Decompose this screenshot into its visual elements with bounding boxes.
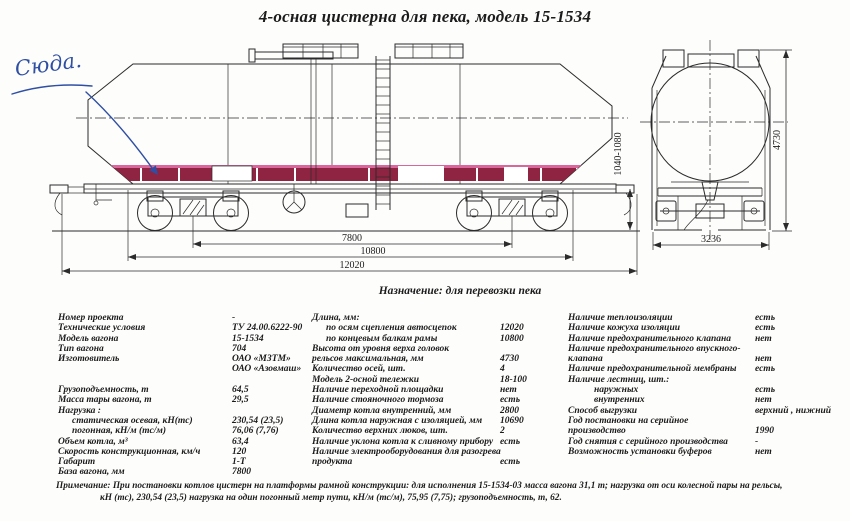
spec-row — [58, 426, 314, 436]
annotation-text: Сюда. — [13, 47, 84, 81]
spec-label: Наличие предохранительного впускного- — [568, 343, 741, 354]
spec-label: Возможность установки буферов — [568, 446, 712, 457]
spec-label: производство — [568, 426, 626, 437]
annotation-underline — [12, 85, 92, 94]
spec-value — [755, 344, 850, 354]
spec-label: Масса тары вагона, т — [58, 395, 152, 406]
spec-label: Скорость конструкционная, км/ч — [58, 446, 201, 457]
spec-row — [312, 334, 564, 344]
spec-value — [755, 375, 850, 385]
spec-row — [58, 313, 314, 323]
spec-label: Нагрузка : — [58, 405, 101, 416]
spec-row — [312, 344, 564, 354]
spec-row — [312, 447, 564, 457]
spec-value: 1-Т — [232, 457, 246, 468]
spec-row — [58, 395, 314, 405]
spec-value: есть — [500, 395, 521, 406]
spec-label: Грузоподъемность, т — [58, 385, 149, 396]
spec-value: нет — [500, 385, 517, 396]
spec-label: Количество верхних люков, шт. — [312, 426, 448, 437]
spec-row — [312, 395, 564, 405]
drain-device — [283, 184, 305, 213]
purpose-line: Назначение: для перевозки пека — [378, 285, 542, 297]
spec-value: ОАО «МЗТМ» — [232, 354, 291, 365]
spec-row — [568, 437, 850, 447]
spec-value — [500, 344, 564, 354]
spec-row — [568, 395, 850, 405]
spec-label: База вагона, мм — [58, 467, 125, 478]
spec-value: есть — [755, 313, 776, 323]
spec-value: - — [232, 313, 236, 323]
spec-value: 15-1534 — [232, 333, 264, 344]
spec-row — [58, 447, 314, 457]
spec-row — [568, 406, 850, 416]
spec-value: 4 — [500, 364, 505, 375]
spec-row — [58, 364, 314, 374]
spec-value — [232, 406, 314, 416]
spec-row — [58, 467, 314, 477]
brake-hose-left — [55, 193, 62, 215]
spec-value: есть — [500, 436, 521, 447]
spec-value: есть — [755, 323, 776, 334]
spec-value — [500, 313, 564, 323]
spec-row — [312, 313, 564, 323]
spec-row — [568, 375, 850, 385]
spec-row — [312, 416, 564, 426]
spec-row — [312, 354, 564, 364]
spec-value — [500, 447, 564, 457]
spec-label: по концевым балкам рамы — [326, 333, 438, 344]
spec-value: 2 — [500, 426, 505, 437]
spec-label: Год снятия с серийного производства — [568, 436, 728, 447]
spec-value: 704 — [232, 343, 247, 354]
spec-row — [58, 437, 314, 447]
spec-label: наружных — [594, 385, 639, 396]
spec-label: Технические условия — [58, 323, 146, 334]
tank-drawing — [0, 34, 850, 286]
spec-label: Наличие кожуха изоляции — [568, 323, 681, 334]
spec-col-2 — [312, 313, 564, 467]
spec-label: Наличие теплоизоляции — [568, 313, 673, 323]
spec-label: Наличие электрооборудования для разогрева — [312, 446, 501, 457]
footnote-line-2: кН (тс), 230,54 (23,5) нагрузка на один погонный метр пути, кН/м (тс/м), 75,95 (7,75); грузоподъемность, т, 62. — [100, 492, 562, 503]
spec-label: Длина котла наружная с изоляцией, мм — [312, 415, 483, 426]
end-dimensions — [653, 50, 792, 250]
spec-label: статическая осевая, кН(тс) — [72, 415, 193, 426]
spec-row — [58, 416, 314, 426]
spec-label: Способ выгрузки — [568, 405, 638, 416]
spec-row — [312, 385, 564, 395]
spec-value: нет — [755, 333, 772, 344]
spec-row — [312, 375, 564, 385]
spec-value: 230,54 (23,5) — [232, 415, 284, 426]
annotation-arrow — [86, 92, 155, 172]
spec-value: 4730 — [500, 354, 519, 365]
spec-row — [568, 385, 850, 395]
spec-label: клапана — [568, 354, 603, 365]
footnote-line-1: Примечание: При постановки котлов цистерн на платформы рамной конструкции: для исполнения 15-1534-03 масса вагона 31,1 т; нагрузка от оси колесной пары на рельсы, — [56, 481, 783, 491]
spec-row — [58, 375, 314, 385]
coupler-right — [616, 185, 634, 193]
spec-label — [58, 364, 232, 374]
spec-label: Наличие переходной площадки — [312, 385, 444, 396]
tank-stripe — [92, 165, 612, 181]
spec-value: есть — [500, 457, 521, 468]
spec-value: 76,06 (7,76) — [232, 426, 279, 437]
spec-value: - — [755, 436, 759, 447]
spec-row — [568, 334, 850, 344]
spec-row — [568, 364, 850, 374]
dim-end-height: 4730 — [772, 130, 783, 150]
spec-col-1 — [58, 313, 314, 478]
spec-label: Диаметр котла внутренний, мм — [312, 405, 452, 416]
side-view — [50, 44, 640, 275]
spec-label: Наличие уклона котла к сливному прибору — [312, 436, 494, 447]
ladder — [376, 56, 390, 210]
spec-value: нет — [755, 354, 772, 365]
spec-label: Наличие предохранительной мембраны — [568, 364, 737, 375]
spec-label: Номер проекта — [58, 313, 124, 323]
spec-value: 7800 — [232, 467, 251, 478]
spec-label: Модель вагона — [58, 333, 119, 344]
spec-value: есть — [755, 364, 776, 375]
spec-value — [755, 416, 850, 426]
spec-row — [568, 323, 850, 333]
equipment-box — [346, 204, 368, 217]
spec-label: внутренних — [594, 395, 645, 406]
spec-row — [568, 447, 850, 457]
spec-label: рельсов максимальная, мм — [312, 354, 424, 365]
spec-row — [568, 354, 850, 364]
spec-row — [312, 323, 564, 333]
page-title: 4-осная цистерна для пека, модель 15-1534 — [258, 7, 592, 26]
spec-label: Модель 2-осной тележки — [312, 374, 420, 385]
spec-value: нет — [755, 395, 772, 406]
spec-label: по осям сцепления автосцепок — [326, 323, 457, 334]
spec-label — [58, 375, 232, 385]
dim-coupler-height: 1040-1080 — [613, 132, 624, 176]
spec-value: 18-100 — [500, 374, 527, 385]
spec-value: 10690 — [500, 415, 524, 426]
spec-row — [58, 406, 314, 416]
spec-value: 12020 — [500, 323, 524, 334]
spec-value: 64,5 — [232, 385, 249, 396]
spec-label: Наличие лестниц, шт.: — [568, 374, 670, 385]
spec-row — [312, 457, 564, 467]
spec-label: Наличие предохранительного клапана — [568, 333, 732, 344]
dim-frame-length: 10800 — [360, 246, 386, 257]
spec-row — [312, 364, 564, 374]
spec-value: 120 — [232, 446, 247, 457]
spec-value: 2800 — [500, 405, 519, 416]
spec-label: Длина, мм: — [312, 313, 360, 323]
spec-row — [58, 457, 314, 467]
spec-row — [312, 426, 564, 436]
spec-row — [58, 385, 314, 395]
spec-value: верхний , нижний — [755, 405, 832, 416]
end-view — [640, 40, 792, 250]
spec-col-3 — [568, 313, 850, 457]
spec-row — [58, 344, 314, 354]
spec-row — [312, 406, 564, 416]
spec-label: Год постановки на серийное — [568, 415, 689, 426]
spec-row — [58, 334, 314, 344]
spec-value: 29,5 — [232, 395, 249, 406]
spec-label: Наличие стояночного тормоза — [312, 395, 444, 406]
coupler-left — [50, 185, 68, 193]
spec-value: 1990 — [755, 426, 774, 437]
spec-value: ОАО «Азовмаш» — [232, 364, 302, 375]
spec-label: Объем котла, м³ — [58, 436, 128, 447]
spec-row — [58, 323, 314, 333]
spec-row — [58, 354, 314, 364]
spec-value: нет — [755, 446, 772, 457]
dim-coupler-length: 12020 — [339, 260, 365, 271]
top-platform — [283, 44, 463, 58]
spec-value: есть — [755, 385, 776, 396]
dim-wheelbase: 7800 — [342, 233, 362, 244]
spec-label: Изготовитель — [58, 354, 120, 365]
spec-row — [568, 416, 850, 426]
spec-label: продукта — [312, 457, 353, 468]
spec-label: Количество осей, шт. — [312, 364, 406, 375]
spec-row — [568, 426, 850, 436]
spec-label: погонная, кН/м (тс/м) — [72, 426, 167, 437]
spec-value: 63,4 — [232, 436, 249, 447]
dim-end-width: 3236 — [701, 234, 721, 245]
spec-value: ТУ 24.00.6222-90 — [232, 323, 303, 334]
handwritten-annotation — [12, 48, 158, 175]
spec-label: Высота от уровня верха головок — [312, 343, 450, 354]
spec-row — [568, 344, 850, 354]
uncoupling-lever — [96, 184, 112, 200]
spec-row — [568, 313, 850, 323]
spec-label: Тип вагона — [58, 343, 104, 354]
spec-value: 10800 — [500, 333, 524, 344]
footnote — [56, 481, 848, 504]
filling-pipe — [249, 49, 333, 184]
spec-value — [232, 375, 314, 385]
spec-row — [312, 437, 564, 447]
spec-label: Габарит — [58, 457, 96, 468]
